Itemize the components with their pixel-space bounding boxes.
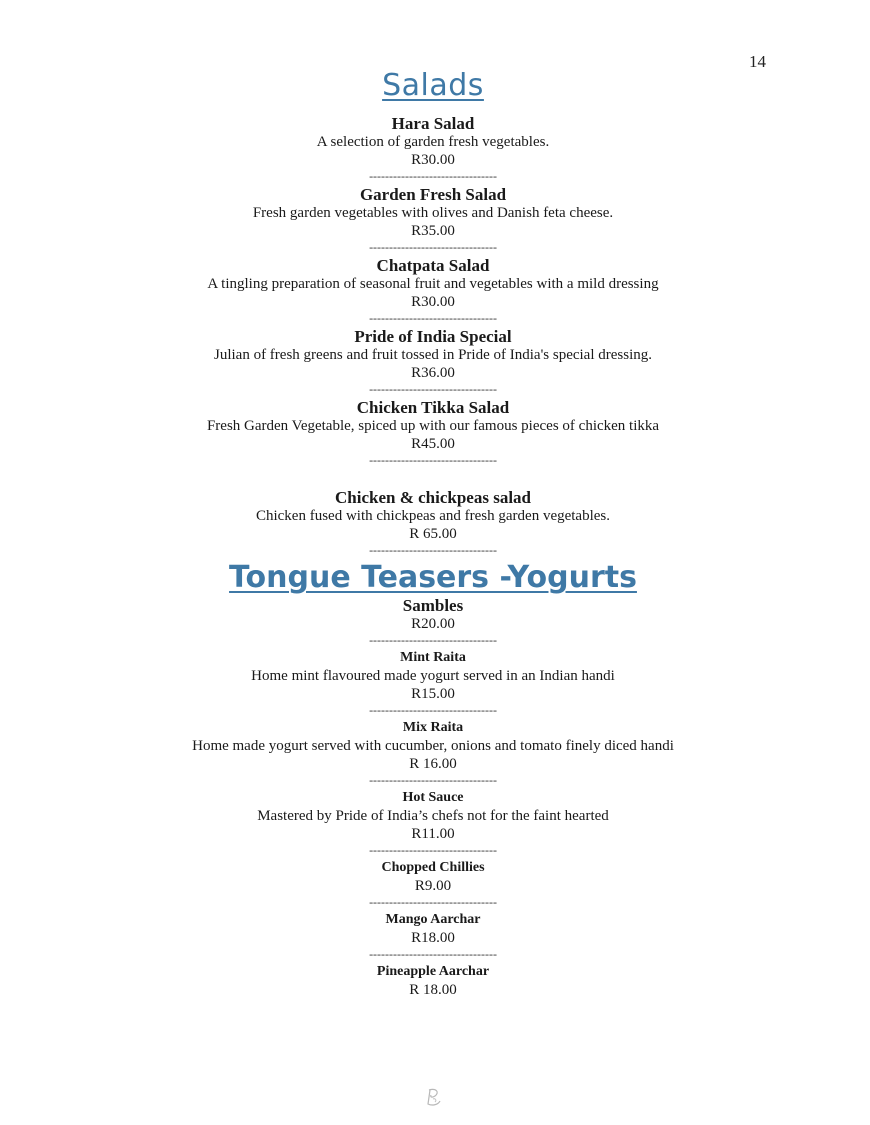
item-name: Hot Sauce: [402, 790, 464, 805]
item-name: Chicken & chickpeas salad: [335, 488, 531, 507]
menu-item-hot-sauce: [0, 789, 866, 843]
menu-content: [0, 68, 866, 999]
item-price: R15.00: [411, 686, 455, 702]
separator: --------------------------------: [369, 635, 497, 646]
page-number: 14: [749, 52, 766, 71]
menu-item-garden-fresh-salad: [0, 185, 866, 240]
item-name: Mango Aarchar: [385, 912, 481, 927]
item-name: Mix Raita: [402, 720, 464, 735]
section-title-yogurts: Tongue Teasers -Yogurts: [229, 560, 637, 595]
item-name: Mint Raita: [400, 650, 466, 665]
item-description: Home made yogurt served with cucumber, onions and tomato finely diced handi: [192, 738, 674, 754]
item-description: Fresh Garden Vegetable, spiced up with our famous pieces of chicken tikka: [206, 418, 660, 434]
item-price: R20.00: [411, 616, 455, 632]
separator: --------------------------------: [369, 455, 497, 466]
separator: --------------------------------: [369, 949, 497, 960]
item-name: Chopped Chillies: [381, 860, 485, 875]
item-name: Chatpata Salad: [376, 256, 490, 275]
section-title-salads: Salads: [382, 68, 484, 103]
separator: --------------------------------: [369, 897, 497, 908]
item-price: R 18.00: [409, 982, 457, 998]
menu-item-mint-raita: [0, 649, 866, 703]
separator: --------------------------------: [369, 384, 497, 395]
item-description: Julian of fresh greens and fruit tossed in Pride of India's special dressing.: [213, 347, 653, 363]
item-description: Chicken fused with chickpeas and fresh garden vegetables.: [255, 508, 611, 524]
separator: --------------------------------: [369, 775, 497, 786]
separator: --------------------------------: [369, 313, 497, 324]
item-description: A tingling preparation of seasonal fruit and vegetables with a mild dressing: [207, 276, 659, 292]
item-name: Pineapple Aarchar: [376, 964, 490, 979]
item-description: A selection of garden fresh vegetables.: [316, 134, 550, 150]
item-name: Pride of India Special: [354, 327, 512, 346]
item-name: Hara Salad: [391, 114, 475, 133]
separator: --------------------------------: [369, 705, 497, 716]
item-price: R45.00: [411, 436, 455, 452]
menu-item-chatpata-salad: [0, 256, 866, 311]
pride-of-india-logo-icon: [424, 1086, 444, 1108]
menu-item-chicken-tikka-salad: [0, 398, 866, 453]
item-price: R9.00: [414, 878, 452, 894]
item-name: Chicken Tikka Salad: [356, 398, 510, 417]
menu-item-chicken-chickpeas-salad: [0, 488, 866, 543]
separator: --------------------------------: [369, 545, 497, 556]
menu-item-pride-of-india-special: [0, 327, 866, 382]
item-price: R36.00: [411, 365, 455, 381]
item-price: R 16.00: [409, 756, 457, 772]
separator: --------------------------------: [369, 845, 497, 856]
separator: --------------------------------: [369, 171, 497, 182]
menu-item-hara-salad: [0, 114, 866, 169]
menu-item-sambles: [0, 596, 866, 633]
item-name: Garden Fresh Salad: [359, 185, 507, 204]
menu-item-mango-aarchar: [0, 911, 866, 947]
item-description: Fresh garden vegetables with olives and Danish feta cheese.: [252, 205, 614, 221]
item-price: R30.00: [411, 294, 455, 310]
item-price: R11.00: [411, 826, 455, 842]
separator: --------------------------------: [369, 242, 497, 253]
menu-item-chopped-chillies: [0, 859, 866, 895]
item-description: Mastered by Pride of India’s chefs not for the faint hearted: [257, 808, 609, 824]
item-price: R18.00: [411, 930, 455, 946]
item-price: R35.00: [411, 223, 455, 239]
item-price: R30.00: [411, 152, 455, 168]
item-price: R 65.00: [409, 526, 457, 542]
menu-item-pineapple-aarchar: [0, 963, 866, 999]
item-description: Home mint flavoured made yogurt served in an Indian handi: [251, 668, 615, 684]
item-name: Sambles: [402, 596, 464, 615]
menu-item-mix-raita: [0, 719, 866, 773]
